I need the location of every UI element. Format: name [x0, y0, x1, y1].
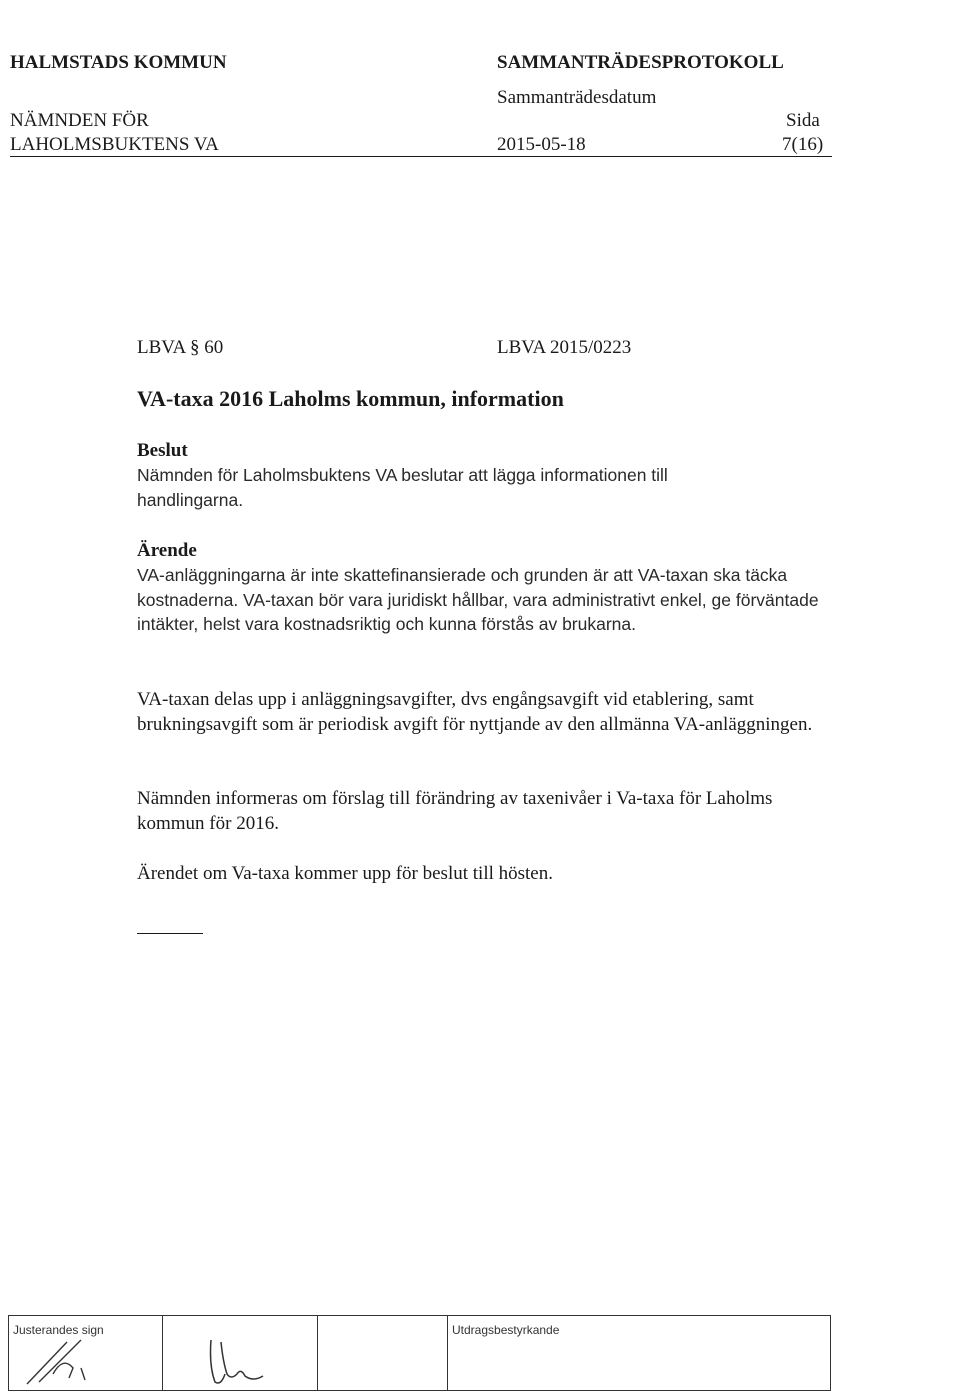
- page-label: Sida: [786, 110, 820, 131]
- arende-heading: Ärende: [137, 540, 197, 561]
- paragraph-fees: VA-taxan delas upp i anläggningsavgifter, dvs engångsavgift vid etablering, samt brukningsavgift som är periodisk avgift för nyttjande av den allmänna VA-anläggningen.: [137, 689, 813, 735]
- beslut-text: Nämnden för Laholmsbuktens VA beslutar att lägga informationen till handlingarna.: [137, 465, 668, 510]
- justerandes-sign-box: [8, 1315, 163, 1391]
- end-rule: [137, 933, 203, 934]
- paragraph-decision-later: Ärendet om Va-taxa kommer upp för beslut till hösten.: [137, 863, 553, 884]
- paragraph-information: Nämnden informeras om förslag till förändring av taxenivåer i Va-taxa för Laholms kommun för 2016.: [137, 788, 773, 834]
- committee-name-line1: NÄMNDEN FÖR: [10, 110, 149, 131]
- beslut-heading: Beslut: [137, 440, 188, 461]
- signature-initials-1: [9, 1316, 162, 1390]
- item-title: VA-taxa 2016 Laholms kommun, information: [137, 386, 564, 411]
- organization-name: HALMSTADS KOMMUN: [10, 52, 227, 73]
- meeting-date: 2015-05-18: [497, 134, 586, 155]
- justerandes-sign-label: Justerandes sign: [13, 1323, 104, 1337]
- signature-box-3: [317, 1315, 448, 1391]
- arende-text: VA-anläggningarna är inte skattefinansierade och grunden är att VA-taxan ska täcka kostnaderna. VA-taxan bör vara juridiskt hållbar, vara administrativt enkel, ge förväntade intäkter, helst vara kostnadsriktig och kunna förstås av brukarna.: [137, 565, 819, 634]
- header-rule: [10, 156, 832, 157]
- signature-box-2: [162, 1315, 318, 1391]
- committee-name-line2: LAHOLMSBUKTENS VA: [10, 134, 219, 155]
- signature-initials-2: [163, 1316, 317, 1390]
- paragraph-reference: LBVA § 60: [137, 337, 224, 358]
- page-number: 7(16): [782, 134, 824, 155]
- case-number: LBVA 2015/0223: [497, 337, 632, 358]
- date-label: Sammanträdesdatum: [497, 87, 657, 108]
- document-type: SAMMANTRÄDESPROTOKOLL: [497, 52, 784, 73]
- utdragsbestyrkande-label: Utdragsbestyrkande: [452, 1323, 560, 1337]
- utdragsbestyrkande-box: [447, 1315, 831, 1391]
